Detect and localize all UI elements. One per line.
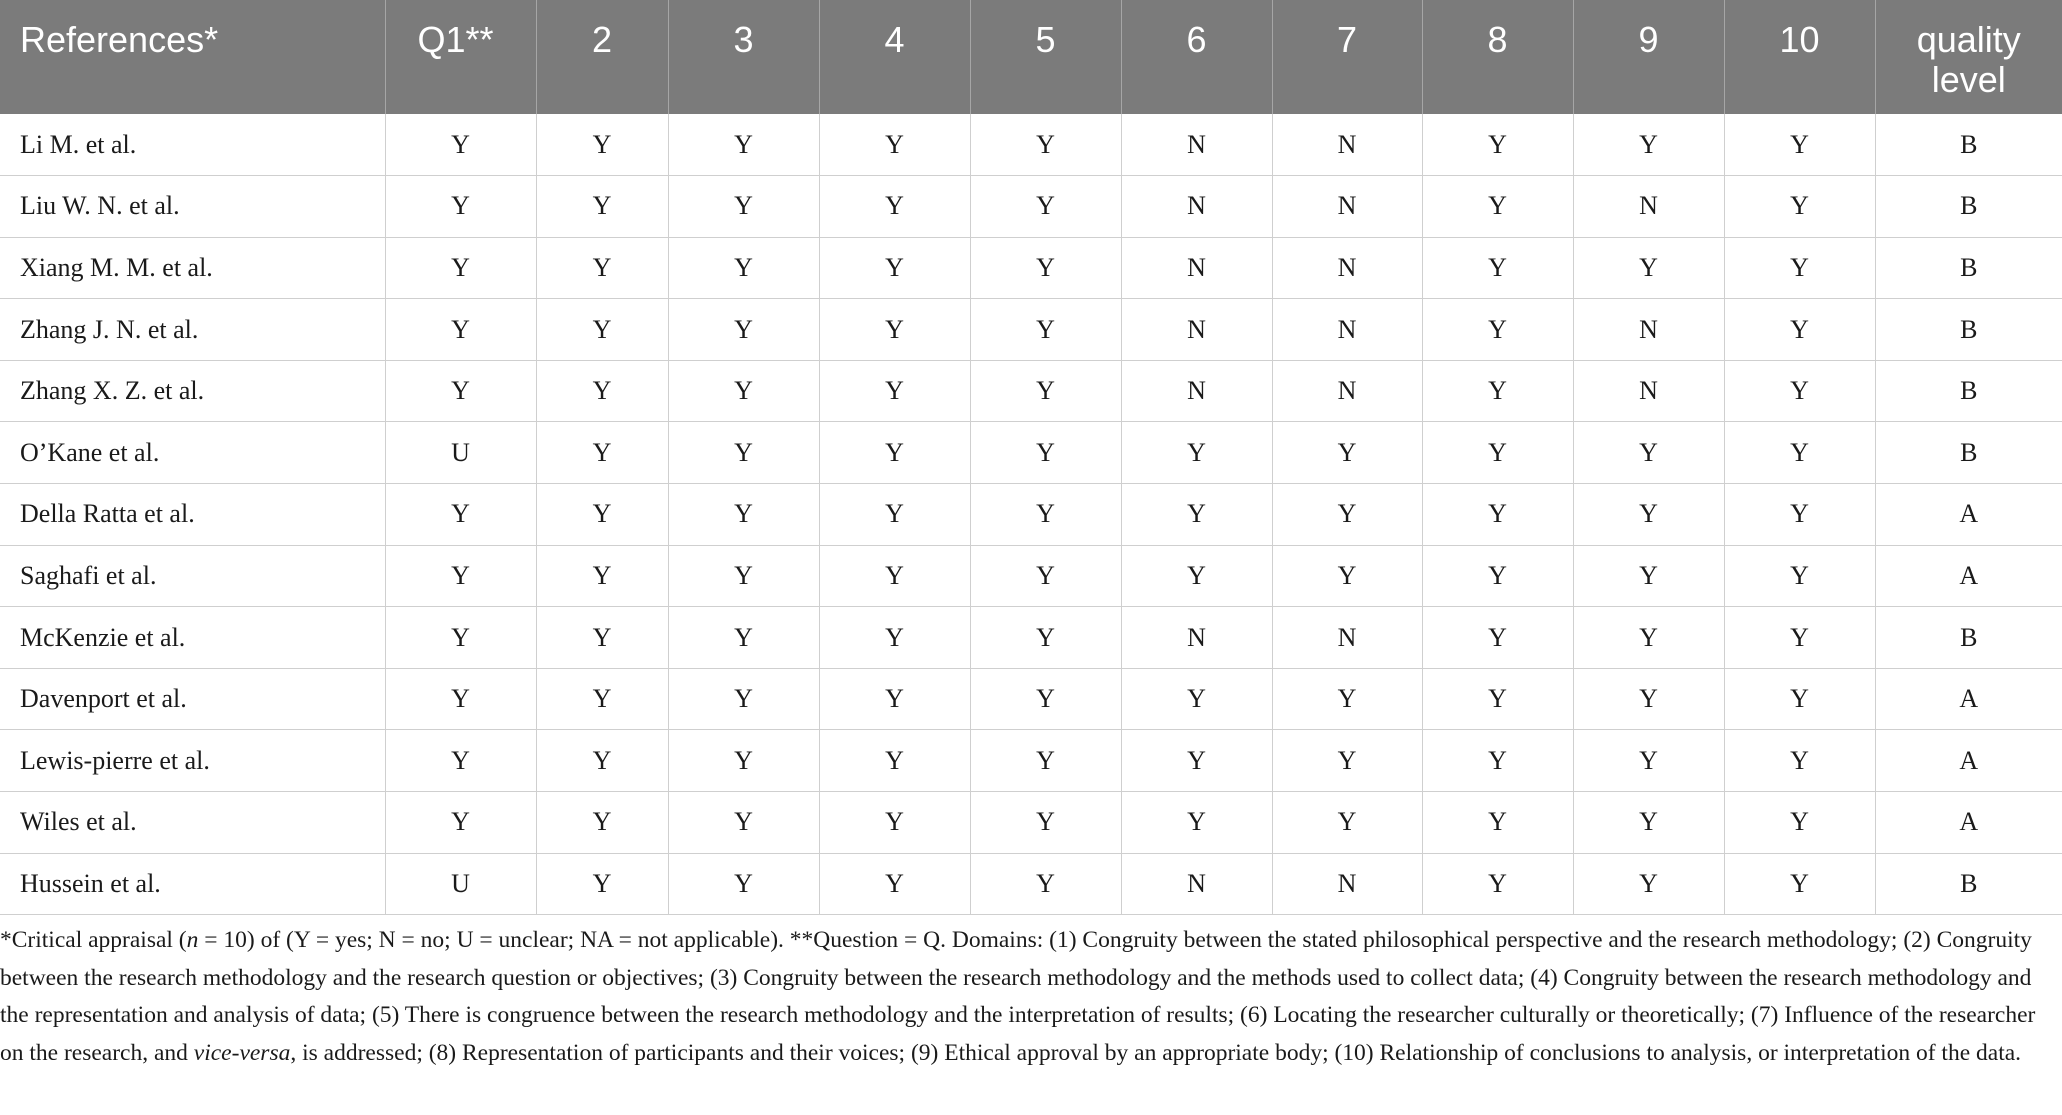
quality-level-cell: A [1875, 484, 2062, 546]
header-q7: 7 [1272, 0, 1422, 114]
answer-q5-cell: Y [970, 668, 1121, 730]
table-row [0, 114, 2062, 176]
answer-q5-cell: Y [970, 237, 1121, 299]
table-row [0, 853, 2062, 915]
answer-q10-cell: Y [1724, 792, 1875, 854]
answer-q4-cell: Y [819, 545, 970, 607]
answer-q6-cell: Y [1121, 422, 1272, 484]
quality-level-cell: A [1875, 730, 2062, 792]
answer-q8-cell: Y [1422, 730, 1573, 792]
reference-cell: Della Ratta et al. [0, 484, 385, 546]
reference-cell: Hussein et al. [0, 853, 385, 915]
answer-q10-cell: Y [1724, 545, 1875, 607]
answer-q1-cell: U [385, 853, 536, 915]
answer-q1-cell: Y [385, 484, 536, 546]
header-q8: 8 [1422, 0, 1573, 114]
answer-q6-cell: Y [1121, 484, 1272, 546]
answer-q9-cell: Y [1573, 853, 1724, 915]
answer-q1-cell: Y [385, 792, 536, 854]
answer-q10-cell: Y [1724, 607, 1875, 669]
answer-q8-cell: Y [1422, 114, 1573, 176]
answer-q2-cell: Y [536, 176, 668, 238]
answer-q7-cell: N [1272, 237, 1422, 299]
header-q9: 9 [1573, 0, 1724, 114]
header-quality-level: quality level [1875, 0, 2062, 114]
answer-q8-cell: Y [1422, 422, 1573, 484]
answer-q2-cell: Y [536, 299, 668, 361]
answer-q6-cell: N [1121, 299, 1272, 361]
answer-q3-cell: Y [668, 668, 819, 730]
answer-q6-cell: Y [1121, 668, 1272, 730]
answer-q4-cell: Y [819, 360, 970, 422]
footnote-vice-versa: vice-versa [193, 1039, 291, 1066]
answer-q2-cell: Y [536, 360, 668, 422]
answer-q7-cell: N [1272, 360, 1422, 422]
answer-q5-cell: Y [970, 545, 1121, 607]
answer-q2-cell: Y [536, 545, 668, 607]
answer-q2-cell: Y [536, 607, 668, 669]
answer-q10-cell: Y [1724, 114, 1875, 176]
table-row [0, 730, 2062, 792]
answer-q5-cell: Y [970, 422, 1121, 484]
quality-level-cell: B [1875, 299, 2062, 361]
quality-level-cell: A [1875, 792, 2062, 854]
table-header-row [0, 0, 2062, 114]
answer-q5-cell: Y [970, 360, 1121, 422]
answer-q8-cell: Y [1422, 607, 1573, 669]
answer-q4-cell: Y [819, 176, 970, 238]
answer-q1-cell: Y [385, 114, 536, 176]
answer-q5-cell: Y [970, 730, 1121, 792]
reference-cell: Zhang J. N. et al. [0, 299, 385, 361]
answer-q3-cell: Y [668, 730, 819, 792]
answer-q5-cell: Y [970, 176, 1121, 238]
answer-q6-cell: Y [1121, 792, 1272, 854]
answer-q1-cell: Y [385, 237, 536, 299]
answer-q1-cell: Y [385, 545, 536, 607]
answer-q2-cell: Y [536, 668, 668, 730]
header-q10: 10 [1724, 0, 1875, 114]
answer-q10-cell: Y [1724, 237, 1875, 299]
table-row [0, 545, 2062, 607]
answer-q7-cell: N [1272, 299, 1422, 361]
answer-q5-cell: Y [970, 853, 1121, 915]
table-row [0, 422, 2062, 484]
quality-level-cell: A [1875, 545, 2062, 607]
answer-q3-cell: Y [668, 607, 819, 669]
answer-q2-cell: Y [536, 730, 668, 792]
table-row [0, 484, 2062, 546]
answer-q3-cell: Y [668, 422, 819, 484]
answer-q9-cell: Y [1573, 114, 1724, 176]
answer-q4-cell: Y [819, 730, 970, 792]
answer-q4-cell: Y [819, 853, 970, 915]
answer-q10-cell: Y [1724, 299, 1875, 361]
table-row [0, 792, 2062, 854]
table-row [0, 299, 2062, 361]
table-footnote: *Critical appraisal (n = 10) of (Y = yes; N = no; U = unclear; NA = not applicable). **Question = Q. Domains: (1) Congruity between the stated philosophical perspective and the research methodology; (2) Congruity between the research methodology and the research question or objectives; (3) Congruity between the research methodology and the methods used to collect data; (4) Congruity between the research methodology and the representation and analysis of data; (5) There is congruence between the research methodology and the interpretation of results; (6) Locating the researcher culturally or theoretically; (7) Influence of the researcher on the research, and vice-versa, is addressed; (8) Representation of participants and their voices; (9) Ethical approval by an appropriate body; (10) Relationship of conclusions to analysis, or interpretation of the data. [0, 927, 2036, 1066]
answer-q6-cell: N [1121, 237, 1272, 299]
answer-q4-cell: Y [819, 484, 970, 546]
answer-q4-cell: Y [819, 299, 970, 361]
answer-q7-cell: Y [1272, 792, 1422, 854]
answer-q5-cell: Y [970, 792, 1121, 854]
answer-q6-cell: Y [1121, 545, 1272, 607]
quality-level-cell: B [1875, 237, 2062, 299]
reference-cell: Davenport et al. [0, 668, 385, 730]
quality-level-cell: A [1875, 668, 2062, 730]
answer-q1-cell: Y [385, 607, 536, 669]
answer-q10-cell: Y [1724, 176, 1875, 238]
answer-q6-cell: N [1121, 607, 1272, 669]
answer-q6-cell: N [1121, 360, 1272, 422]
answer-q3-cell: Y [668, 237, 819, 299]
quality-level-cell: B [1875, 176, 2062, 238]
answer-q8-cell: Y [1422, 484, 1573, 546]
table-row [0, 668, 2062, 730]
answer-q4-cell: Y [819, 237, 970, 299]
answer-q7-cell: Y [1272, 484, 1422, 546]
answer-q2-cell: Y [536, 114, 668, 176]
header-q6: 6 [1121, 0, 1272, 114]
answer-q1-cell: U [385, 422, 536, 484]
answer-q2-cell: Y [536, 853, 668, 915]
header-q1: Q1** [385, 0, 536, 114]
quality-level-cell: B [1875, 114, 2062, 176]
answer-q9-cell: Y [1573, 668, 1724, 730]
answer-q10-cell: Y [1724, 668, 1875, 730]
answer-q7-cell: N [1272, 176, 1422, 238]
reference-cell: O’Kane et al. [0, 422, 385, 484]
reference-cell: Zhang X. Z. et al. [0, 360, 385, 422]
answer-q9-cell: Y [1573, 484, 1724, 546]
answer-q9-cell: Y [1573, 730, 1724, 792]
answer-q2-cell: Y [536, 792, 668, 854]
answer-q6-cell: N [1121, 853, 1272, 915]
answer-q8-cell: Y [1422, 853, 1573, 915]
table-body [0, 114, 2062, 915]
answer-q2-cell: Y [536, 484, 668, 546]
header-q5: 5 [970, 0, 1121, 114]
answer-q5-cell: Y [970, 114, 1121, 176]
reference-cell: Xiang M. M. et al. [0, 237, 385, 299]
answer-q4-cell: Y [819, 114, 970, 176]
answer-q10-cell: Y [1724, 484, 1875, 546]
answer-q8-cell: Y [1422, 668, 1573, 730]
table-row [0, 607, 2062, 669]
answer-q9-cell: N [1573, 299, 1724, 361]
answer-q1-cell: Y [385, 299, 536, 361]
answer-q3-cell: Y [668, 114, 819, 176]
answer-q5-cell: Y [970, 484, 1121, 546]
answer-q8-cell: Y [1422, 545, 1573, 607]
answer-q5-cell: Y [970, 607, 1121, 669]
reference-cell: Wiles et al. [0, 792, 385, 854]
answer-q4-cell: Y [819, 607, 970, 669]
answer-q7-cell: N [1272, 114, 1422, 176]
quality-level-cell: B [1875, 360, 2062, 422]
answer-q8-cell: Y [1422, 792, 1573, 854]
answer-q9-cell: N [1573, 176, 1724, 238]
answer-q3-cell: Y [668, 360, 819, 422]
answer-q3-cell: Y [668, 545, 819, 607]
table-row [0, 360, 2062, 422]
quality-level-cell: B [1875, 607, 2062, 669]
answer-q8-cell: Y [1422, 237, 1573, 299]
answer-q7-cell: Y [1272, 422, 1422, 484]
reference-cell: Liu W. N. et al. [0, 176, 385, 238]
answer-q1-cell: Y [385, 176, 536, 238]
answer-q1-cell: Y [385, 668, 536, 730]
answer-q3-cell: Y [668, 176, 819, 238]
header-q3: 3 [668, 0, 819, 114]
answer-q7-cell: N [1272, 607, 1422, 669]
answer-q6-cell: N [1121, 114, 1272, 176]
reference-cell: Li M. et al. [0, 114, 385, 176]
answer-q4-cell: Y [819, 792, 970, 854]
answer-q9-cell: Y [1573, 545, 1724, 607]
answer-q4-cell: Y [819, 422, 970, 484]
answer-q7-cell: Y [1272, 668, 1422, 730]
answer-q3-cell: Y [668, 792, 819, 854]
answer-q7-cell: N [1272, 853, 1422, 915]
answer-q1-cell: Y [385, 730, 536, 792]
answer-q9-cell: Y [1573, 607, 1724, 669]
answer-q9-cell: N [1573, 360, 1724, 422]
answer-q3-cell: Y [668, 484, 819, 546]
quality-level-cell: B [1875, 853, 2062, 915]
header-references: References* [0, 0, 385, 114]
footnote-n-variable: n [186, 927, 199, 953]
reference-cell: McKenzie et al. [0, 607, 385, 669]
table-row [0, 237, 2062, 299]
answer-q10-cell: Y [1724, 730, 1875, 792]
answer-q8-cell: Y [1422, 176, 1573, 238]
reference-cell: Lewis-pierre et al. [0, 730, 385, 792]
header-q2: 2 [536, 0, 668, 114]
reference-cell: Saghafi et al. [0, 545, 385, 607]
answer-q3-cell: Y [668, 299, 819, 361]
answer-q6-cell: N [1121, 176, 1272, 238]
answer-q3-cell: Y [668, 853, 819, 915]
header-q4: 4 [819, 0, 970, 114]
answer-q7-cell: Y [1272, 730, 1422, 792]
answer-q9-cell: Y [1573, 237, 1724, 299]
answer-q5-cell: Y [970, 299, 1121, 361]
answer-q4-cell: Y [819, 668, 970, 730]
quality-level-cell: B [1875, 422, 2062, 484]
answer-q7-cell: Y [1272, 545, 1422, 607]
answer-q8-cell: Y [1422, 299, 1573, 361]
answer-q8-cell: Y [1422, 360, 1573, 422]
answer-q9-cell: Y [1573, 792, 1724, 854]
answer-q10-cell: Y [1724, 853, 1875, 915]
answer-q9-cell: Y [1573, 422, 1724, 484]
answer-q2-cell: Y [536, 422, 668, 484]
answer-q1-cell: Y [385, 360, 536, 422]
answer-q10-cell: Y [1724, 422, 1875, 484]
answer-q2-cell: Y [536, 237, 668, 299]
answer-q10-cell: Y [1724, 360, 1875, 422]
table-row [0, 176, 2062, 238]
answer-q6-cell: Y [1121, 730, 1272, 792]
